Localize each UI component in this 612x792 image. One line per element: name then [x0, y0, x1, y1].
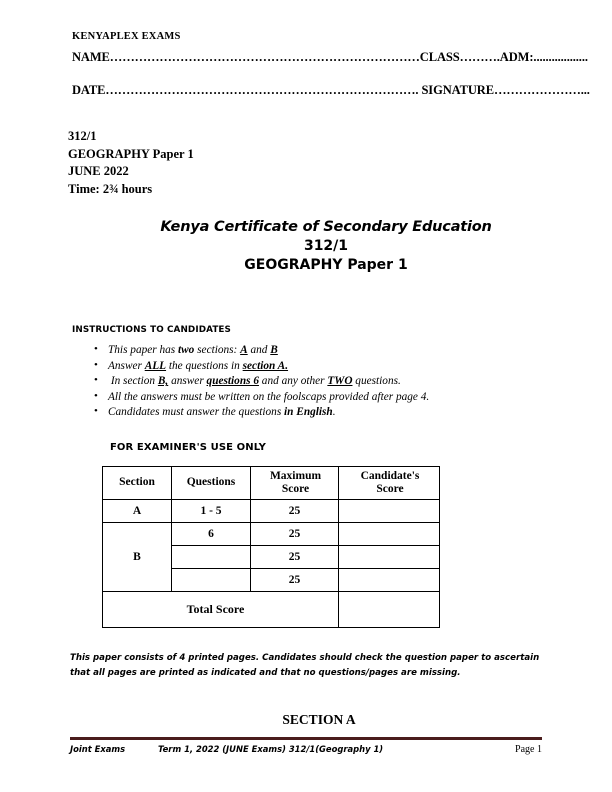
table-header-row [103, 467, 440, 500]
cell-candidate-a[interactable] [339, 500, 440, 523]
footer-page-number: Page 1 [515, 744, 542, 755]
header-maximum-score-line2: Score [281, 482, 310, 495]
footer-divider [70, 737, 542, 740]
paper-subject: GEOGRAPHY Paper 1 [68, 146, 194, 161]
instruction-item-1: • This paper has two sections: A and B [108, 343, 429, 359]
paper-code: 312/1 [68, 129, 97, 143]
instruction-item-3: • In section B, answer questions 6 and any other TWO questions. [108, 374, 429, 390]
table-row [103, 523, 440, 546]
instructions-heading: INSTRUCTIONS TO CANDIDATES [72, 325, 231, 335]
cell-questions-b1: 6 [172, 523, 251, 546]
paper-session: JUNE 2022 [68, 164, 129, 178]
cell-section-a: A [103, 500, 172, 523]
cell-candidate-b3[interactable] [339, 569, 440, 592]
cell-questions-a: 1 - 5 [172, 500, 251, 523]
printed-pages-note: This paper consists of 4 printed pages. Candidates should check the question paper to ascertain that all pages are printed as indicated and that no questions/pages are missing. [70, 653, 540, 678]
cell-max-b2: 25 [251, 546, 339, 569]
total-score-label: Total Score [103, 592, 339, 628]
header-section: Section [103, 467, 172, 500]
examiner-score-table [102, 466, 440, 628]
total-score-value[interactable] [339, 592, 440, 628]
date-signature-line: DATE…………………………………………………………………. SIGNATURE…………………... [72, 83, 590, 97]
cell-max-a: 25 [251, 500, 339, 523]
certificate-subject: GEOGRAPHY Paper 1 [244, 257, 408, 273]
section-a-heading: SECTION A [282, 712, 356, 727]
instruction-item-4: • All the answers must be written on the foolscaps provided after page 4. [108, 390, 429, 406]
header-candidate-score-line2: Score [376, 482, 404, 495]
organization-name: KENYAPLEX EXAMS [72, 31, 181, 42]
table-row [103, 500, 440, 523]
paper-time: Time: 2¾ hours [68, 181, 153, 196]
cell-candidate-b1[interactable] [339, 523, 440, 546]
instructions-list [84, 343, 429, 421]
certificate-code: 312/1 [303, 238, 349, 254]
footer-left-text: Joint Exams [70, 744, 126, 754]
header-maximum-score [251, 467, 339, 500]
paper-code-block [68, 128, 194, 198]
certificate-title: Kenya Certificate of Secondary Education [160, 219, 492, 235]
header-maximum-score-line1: Maximum [269, 470, 322, 482]
footer-center-text: Term 1, 2022 (JUNE Exams) 312/1(Geography 1) [158, 744, 384, 754]
header-candidate-score [339, 467, 440, 500]
instruction-item-5: • Candidates must answer the questions in English. [108, 405, 429, 421]
cell-max-b3: 25 [251, 569, 339, 592]
instruction-item-2: • Answer ALL the questions in section A. [108, 359, 429, 375]
examiner-use-label: FOR EXAMINER'S USE ONLY [110, 442, 266, 453]
exam-title-block [0, 219, 612, 273]
table-total-row [103, 592, 440, 628]
cell-questions-b2[interactable] [172, 546, 251, 569]
cell-section-b: B [103, 523, 172, 592]
cell-questions-b3[interactable] [172, 569, 251, 592]
cell-candidate-b2[interactable] [339, 546, 440, 569]
header-questions: Questions [172, 467, 251, 500]
header-candidate-score-line1: Candidate's [360, 470, 420, 482]
name-class-adm-line: NAME…………………………………………………………………CLASS……….ADM:.................. [72, 50, 588, 64]
cell-max-b1: 25 [251, 523, 339, 546]
